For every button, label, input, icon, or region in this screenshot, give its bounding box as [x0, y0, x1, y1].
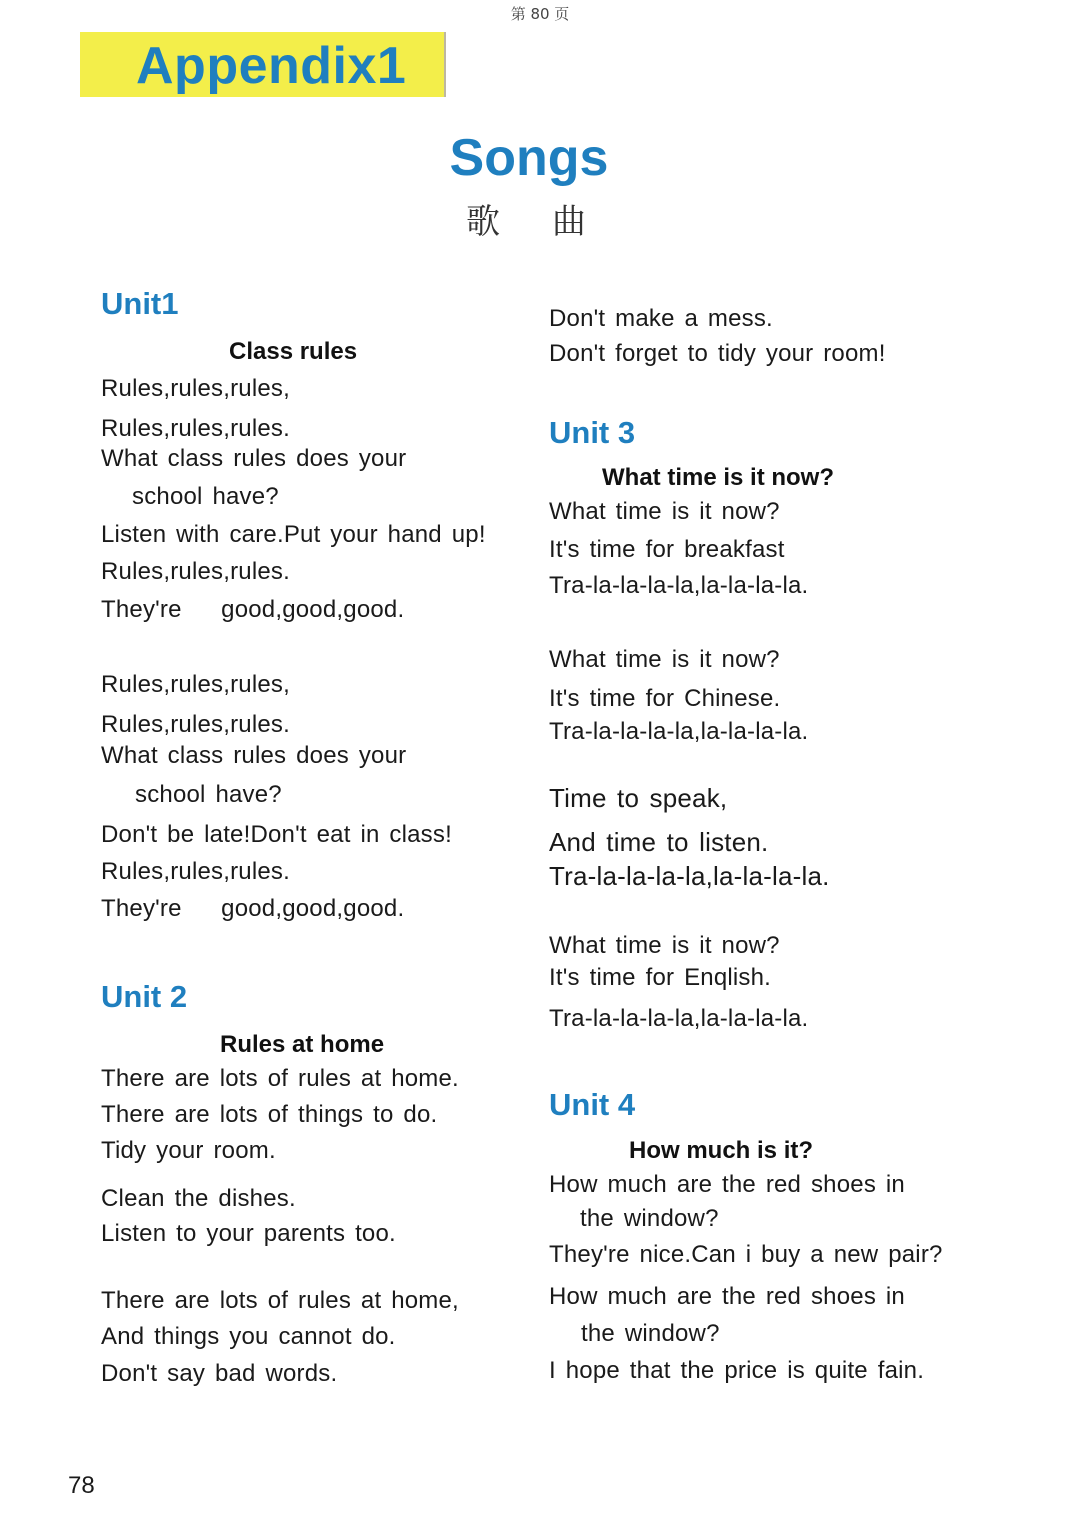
lyric-line: What time is it now? [549, 498, 780, 525]
songs-title: Songs [449, 129, 609, 187]
lyric-line: There are lots of rules at home. [101, 1065, 459, 1092]
lyric-line: Rules,rules,rules, [101, 671, 291, 698]
lyric-line: What time is it now? [549, 932, 780, 959]
song-title: How much is it? [629, 1137, 814, 1164]
lyric-line: Tra-la-la-la-la,la-la-la-la. [549, 1005, 809, 1032]
song-title: Class rules [229, 338, 358, 365]
lyric-line: And things you cannot do. [101, 1323, 396, 1350]
lyric-line: Clean the dishes. [101, 1185, 296, 1212]
lyric-line: They're nice.Can i buy a new pair? [549, 1241, 943, 1268]
unit-heading: Unit 4 [549, 1087, 636, 1122]
lyric-line: What time is it now? [549, 646, 780, 673]
unit-heading: Unit1 [101, 286, 179, 321]
lyric-line: Rules,rules,rules, [101, 375, 291, 402]
lyric-line: They're good,good,good. [101, 895, 405, 922]
lyric-line: I hope that the price is quite fain. [549, 1357, 925, 1384]
lyric-line: And time to listen. [549, 827, 769, 857]
lyric-line: Rules,rules,rules. [101, 858, 291, 885]
lyric-line: Tra-la-la-la-la,la-la-la-la. [549, 572, 809, 599]
lyric-line: Tra-la-la-la-la,la-la-la-la. [549, 718, 809, 745]
page-label: 第 80 页 [510, 5, 570, 23]
lyric-line: It's time for Enqlish. [549, 964, 772, 991]
page-number: 78 [68, 1472, 95, 1499]
lyric-line: school have? [132, 483, 279, 510]
lyric-line: It's time for Chinese. [549, 685, 781, 712]
song-title: What time is it now? [602, 464, 834, 491]
lyric-line: How much are the red shoes in [549, 1171, 905, 1198]
lyric-line: Time to speak, [549, 783, 728, 813]
lyric-line: How much are the red shoes in [549, 1283, 905, 1310]
lyric-line: There are lots of things to do. [101, 1101, 438, 1128]
lyric-line: Tidy your room. [101, 1137, 276, 1164]
song-title: Rules at home [220, 1031, 385, 1058]
lyric-line: Rules,rules,rules. [101, 711, 291, 738]
lyric-line: school have? [135, 781, 282, 808]
lyric-line: Tra-la-la-la-la,la-la-la-la. [549, 861, 830, 891]
lyric-line: Don't forget to tidy your room! [549, 340, 886, 367]
lyric-line: They're good,good,good. [101, 596, 405, 623]
appendix-title: Appendix1 [136, 37, 407, 95]
lyric-line: Rules,rules,rules. [101, 558, 291, 585]
unit-heading: Unit 3 [549, 415, 636, 450]
lyric-line: Rules,rules,rules. [101, 415, 291, 442]
songs-subtitle-cn: 歌曲 [466, 202, 638, 242]
lyric-line: It's time for breakfast [549, 536, 785, 563]
lyric-line: Don't say bad words. [101, 1360, 338, 1387]
lyric-line: Listen with care.Put your hand up! [101, 521, 486, 548]
lyric-line: Don't be late!Don't eat in class! [101, 821, 452, 848]
lyric-line: the window? [581, 1320, 720, 1347]
lyric-line: What class rules does your [101, 445, 407, 472]
lyric-line: the window? [580, 1205, 719, 1232]
unit-heading: Unit 2 [101, 979, 188, 1014]
lyric-line: What class rules does your [101, 742, 407, 769]
lyric-line: Listen to your parents too. [101, 1220, 396, 1247]
lyric-line: There are lots of rules at home, [101, 1287, 459, 1314]
lyric-line: Don't make a mess. [549, 305, 773, 332]
